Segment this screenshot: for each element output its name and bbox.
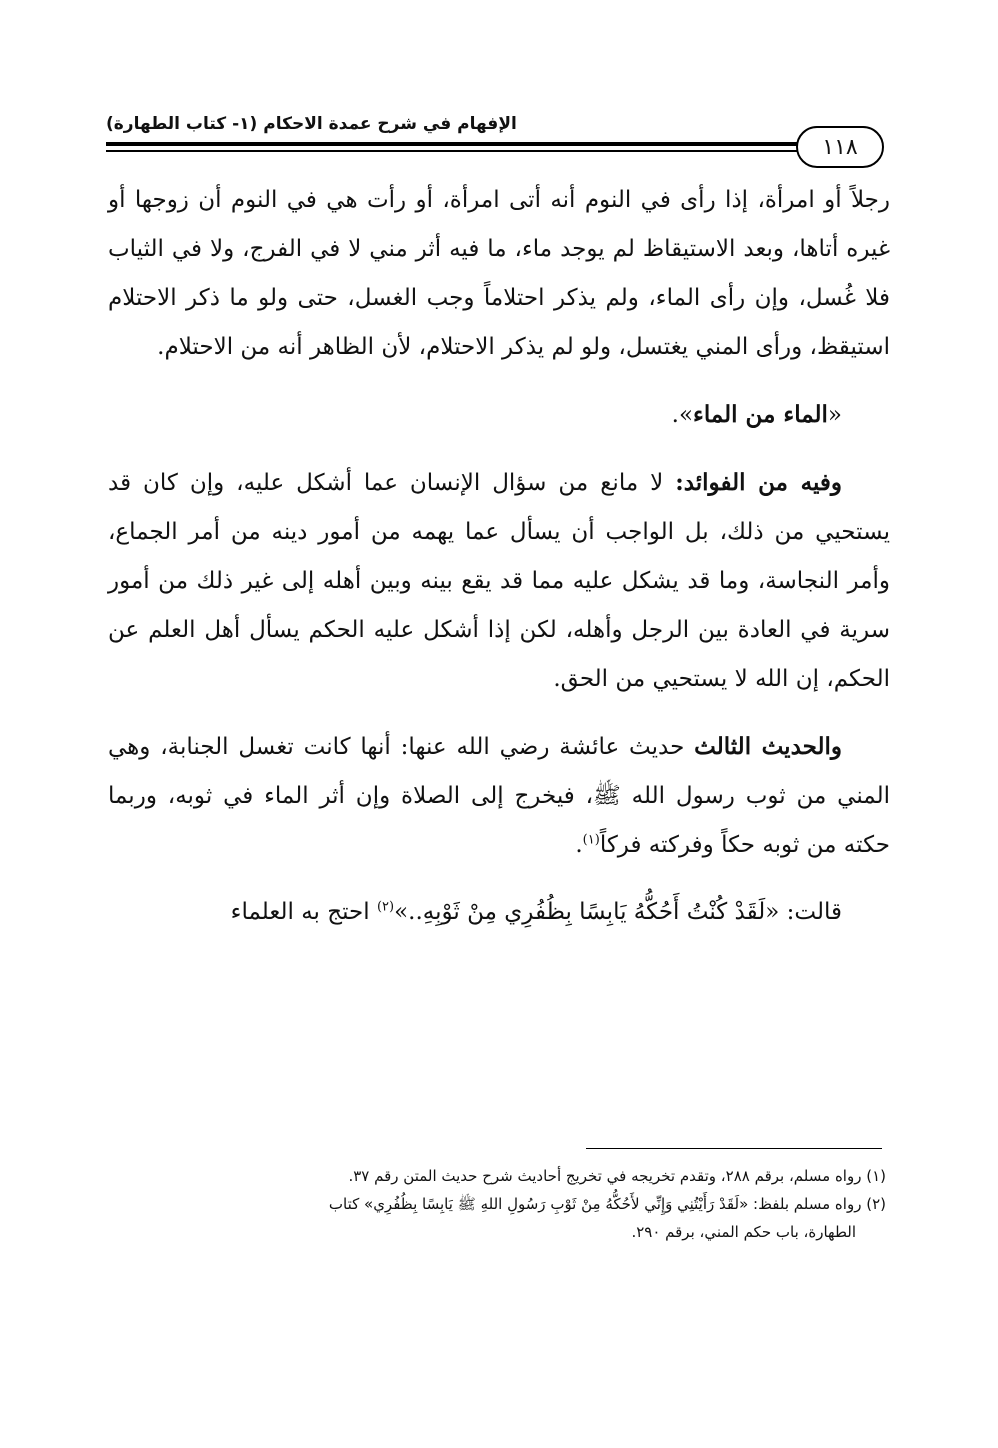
footnote-1: (١) رواه مسلم، برقم ٢٨٨، وتقدم تخريجه في تخريج أحاديث شرح حديث المتن رقم ٣٧. bbox=[348, 1167, 886, 1185]
footnote-2-continuation: الطهارة، باب حكم المني، برقم ٢٩٠. bbox=[631, 1223, 856, 1241]
footnote-2: (٢) رواه مسلم بلفظ: «لَقَدْ رَأَيْتُنِي وَإِنِّي لأَحُكُّهُ مِنْ ثَوْبِ رَسُولِ اللهِ ﷺ يَابِسًا بِظُفُرِي» كتاب bbox=[328, 1195, 886, 1213]
quoted-hadith-bold: الماء من الماء bbox=[693, 401, 828, 428]
page-number-badge: ١١٨ bbox=[796, 126, 884, 168]
running-header-title: الإفهام في شرح عمدة الاحكام (١- كتاب الطهارة) bbox=[106, 114, 517, 134]
quote-close: ». bbox=[671, 402, 694, 428]
paragraph-2 bbox=[108, 390, 890, 440]
benefits-heading: وفيه من الفوائد: bbox=[675, 469, 842, 496]
third-hadith-text: حديث عائشة رضي الله عنها: أنها كانت تغسل الجنابة، وهي المني من ثوب رسول الله ﷺ، فيخرج إلى الصلاة وإن أثر الماء في ثوبه، وربما حكته من ثوبه حكاً وفركته فركاً bbox=[108, 734, 890, 858]
header-rule-thick bbox=[106, 142, 806, 146]
footnotes bbox=[110, 1162, 886, 1246]
third-hadith-end: . bbox=[575, 832, 583, 858]
third-hadith-heading: والحديث الثالث bbox=[694, 733, 843, 760]
footnote-separator bbox=[586, 1148, 882, 1149]
paragraph-1: رجلاً أو امرأة، إذا رأى في النوم أنه أتى امرأة، أو رأت هي في النوم أن زوجها أو غيره أتاها، وبعد الاستيقاظ لم يوجد ماء، ما فيه أثر مني لا في الفرج، ولا في الثياب فلا غُسل، وإن رأى الماء، ولم يذكر احتلاماً وجب الغسل، حتى ولو ما ذكر الاحتلام استيقظ، ورأى المني يغتسل، ولو لم يذكر الاحتلام، لأن الظاهر أنه من الاحتلام. bbox=[108, 187, 890, 360]
paragraph-5-end: احتج به العلماء bbox=[230, 899, 377, 925]
paragraph-3 bbox=[108, 458, 890, 704]
footnote-ref-2[interactable]: (٢) bbox=[376, 899, 395, 915]
aisha-quote: قالت: «لَقَدْ كُنْتُ أَحُكُّهُ يَابِسًا بِظُفُرِي مِنْ ثَوْبِهِ..» bbox=[394, 899, 842, 925]
paragraph-4 bbox=[108, 722, 890, 870]
paragraph-5 bbox=[108, 888, 890, 937]
header-rule-thin bbox=[106, 150, 806, 152]
quote-open: « bbox=[827, 402, 842, 428]
footnote-ref-1[interactable]: (١) bbox=[582, 832, 600, 848]
main-text bbox=[108, 176, 890, 937]
benefits-text: لا مانع من سؤال الإنسان عما أشكل عليه، وإن كان قد يستحيي من ذلك، بل الواجب أن يسأل عما يهمه من أمور دينه من أمر الجماع، وأمر النجاسة، وما قد يشكل عليه مما قد يقع بينه وبين أهله إلى غير ذلك من أمور سرية في العادة بين الرجل وأهله، لكن إذا أشكل عليه الحكم يسأل أهل العلم عن الحكم، إن الله لا يستحيي من الحق. bbox=[108, 470, 890, 692]
